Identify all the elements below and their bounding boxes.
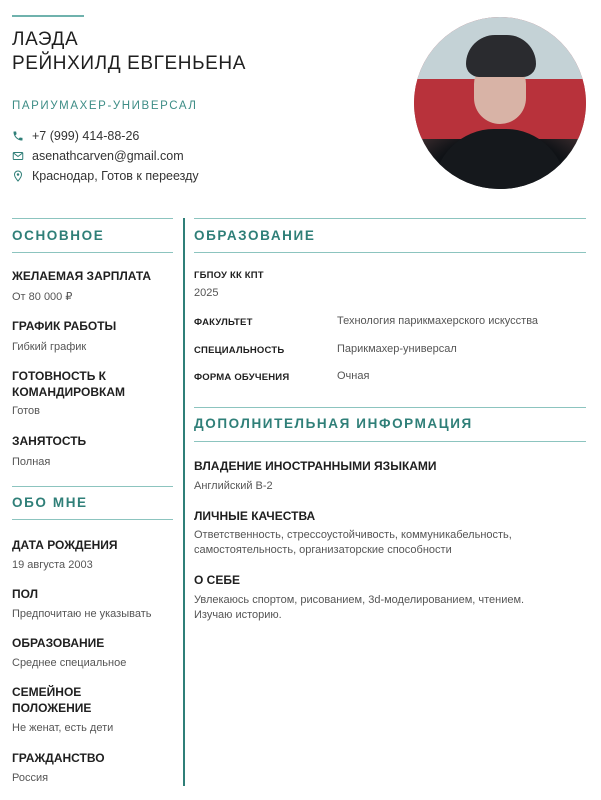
about-self-value: Увлекаюсь спортом, рисованием, 3d-моделированием, чтением. Изучаю историю. xyxy=(194,594,525,621)
birthdate-value: 19 августа 2003 xyxy=(12,559,93,571)
additional-heading: ДОПОЛНИТЕЛЬНАЯ ИНФОРМАЦИЯ xyxy=(194,416,473,431)
about-self-label: О СЕБЕ xyxy=(194,573,240,587)
location-text: Краснодар, Готов к переезду xyxy=(32,169,199,183)
faculty-value: Технология парикмахерского искусства xyxy=(337,315,539,327)
education-top-rule xyxy=(194,218,586,219)
qualities-value: Ответственность, стрессоустойчивость, коммуникабельность, самостоятельность, организаторские способности xyxy=(194,529,512,556)
about-top-rule xyxy=(12,486,173,487)
education-heading: ОБРАЗОВАНИЕ xyxy=(194,228,316,243)
additional-bottom-rule xyxy=(194,441,586,442)
basic-bottom-rule xyxy=(12,252,173,253)
column-divider xyxy=(183,218,185,786)
birthdate-label: ДАТА РОЖДЕНИЯ xyxy=(12,538,118,552)
faculty-label: ФАКУЛЬТЕТ xyxy=(194,317,253,328)
languages-value: Английский B-2 xyxy=(194,480,273,492)
schedule-label: ГРАФИК РАБОТЫ xyxy=(12,319,117,333)
marital-label: СЕМЕЙНОЕ ПОЛОЖЕНИЕ xyxy=(12,685,92,715)
phone-number[interactable]: +7 (999) 414-88-26 xyxy=(32,129,140,143)
education-level-label: ОБРАЗОВАНИЕ xyxy=(12,636,105,650)
name-line-2: РЕЙНХИЛД ЕВГЕНЬЕНА xyxy=(12,53,247,74)
basic-heading: ОСНОВНОЕ xyxy=(12,228,105,243)
citizenship-label: ГРАЖДАНСТВО xyxy=(12,751,105,765)
travel-label: ГОТОВНОСТЬ К КОМАНДИРОВКАМ xyxy=(12,369,125,399)
graduation-year: 2025 xyxy=(194,287,219,299)
about-heading: ОБО МНЕ xyxy=(12,495,88,510)
study-form-label: ФОРМА ОБУЧЕНИЯ xyxy=(194,372,290,383)
marital-value: Не женат, есть дети xyxy=(12,722,114,734)
employment-value: Полная xyxy=(12,456,51,468)
education-level-value: Среднее специальное xyxy=(12,657,127,669)
profile-photo xyxy=(414,17,586,189)
specialty-label: СПЕЦИАЛЬНОСТЬ xyxy=(194,345,285,356)
qualities-label: ЛИЧНЫЕ КАЧЕСТВА xyxy=(194,509,316,523)
job-title: ПАРИУМАХЕР-УНИВЕРСАЛ xyxy=(12,100,198,112)
travel-value: Готов xyxy=(12,405,40,417)
study-form-value: Очная xyxy=(337,370,370,382)
specialty-value: Парикмахер-универсал xyxy=(337,343,457,355)
citizenship-value: Россия xyxy=(12,772,49,784)
about-bottom-rule xyxy=(12,519,173,520)
schedule-value: Гибкий график xyxy=(12,341,87,353)
name-line-1: ЛАЭДА xyxy=(12,29,79,50)
email-address[interactable]: asenathcarven@gmail.com xyxy=(32,149,184,163)
contact-list xyxy=(12,126,199,186)
salary-label: ЖЕЛАЕМАЯ ЗАРПЛАТА xyxy=(12,269,152,283)
education-bottom-rule xyxy=(194,252,586,253)
basic-top-rule xyxy=(12,218,173,219)
full-name xyxy=(12,28,246,76)
gender-label: ПОЛ xyxy=(12,587,39,601)
additional-top-rule xyxy=(194,407,586,408)
mail-icon xyxy=(12,150,24,162)
salary-value: От 80 000 ₽ xyxy=(12,291,73,303)
map-pin-icon xyxy=(12,170,24,182)
contact-location xyxy=(12,166,199,186)
employment-label: ЗАНЯТОСТЬ xyxy=(12,434,87,448)
institution-name: ГБПОУ КК КПТ xyxy=(194,270,264,281)
contact-email xyxy=(12,146,199,166)
phone-icon xyxy=(12,130,24,142)
contact-phone xyxy=(12,126,199,146)
gender-value: Предпочитаю не указывать xyxy=(12,608,152,620)
languages-label: ВЛАДЕНИЕ ИНОСТРАННЫМИ ЯЗЫКАМИ xyxy=(194,459,437,473)
top-accent-rule xyxy=(12,15,84,17)
